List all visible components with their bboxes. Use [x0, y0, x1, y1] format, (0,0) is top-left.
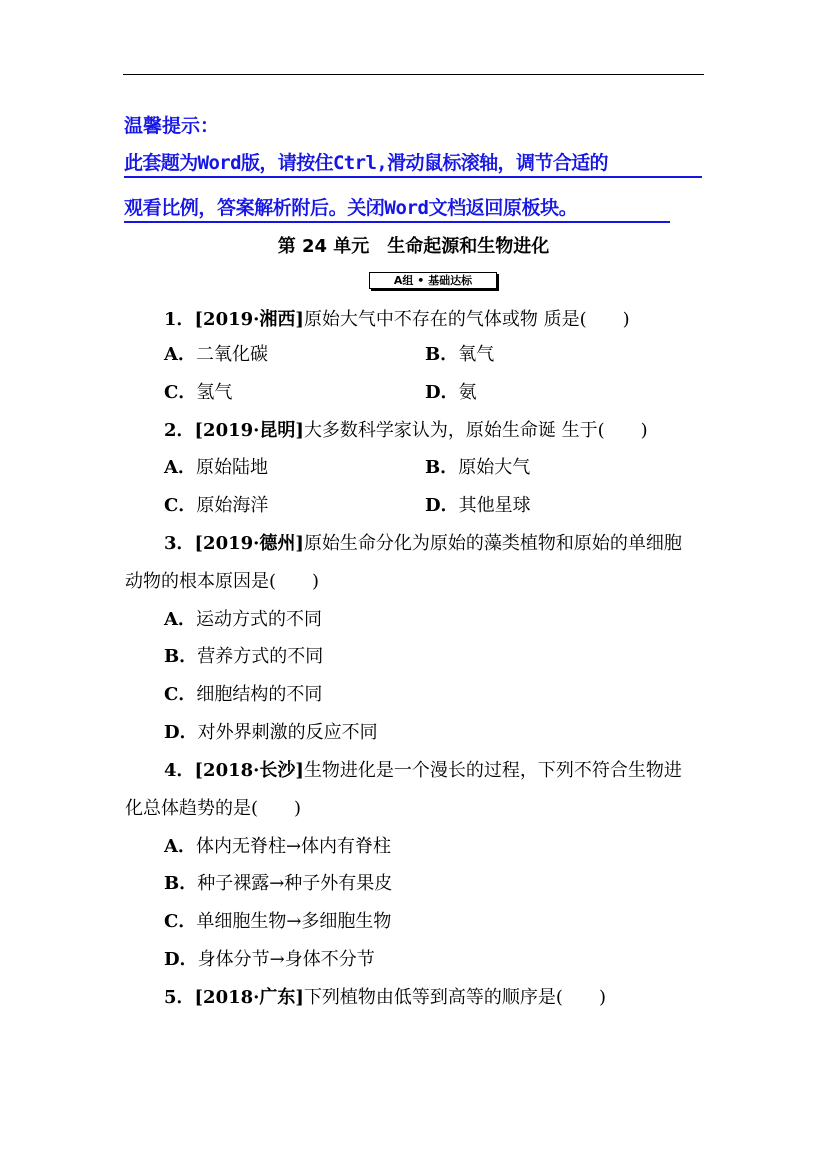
- option-4a: A．体内无脊柱→体内有脊柱: [164, 836, 392, 857]
- tip-line-2: 观看比例，答案解析附后。关闭Word文档返回原板块。: [124, 195, 670, 223]
- question-number: 4．: [164, 760, 195, 781]
- option-2b: B．原始大气: [425, 457, 531, 478]
- question-2: [164, 419, 648, 443]
- question-number: 3．: [164, 533, 195, 554]
- option-3a: A．运动方式的不同: [164, 609, 322, 630]
- question-5: [164, 986, 606, 1010]
- question-source: [2018·长沙]: [194, 760, 304, 781]
- option-1a: A．二氧化碳: [164, 344, 268, 365]
- option-4c: C．单细胞生物→多细胞生物: [164, 911, 392, 932]
- option-3b: B．营养方式的不同: [164, 646, 324, 667]
- option-2a: A．原始陆地: [164, 457, 268, 478]
- group-tag: A组 • 基础达标: [369, 272, 497, 289]
- question-text: 原始大气中不存在的气体或物 质是( ): [303, 309, 630, 330]
- question-4: [164, 759, 682, 783]
- unit-title: 第 24 单元 生命起源和生物进化: [277, 236, 550, 257]
- question-number: 5．: [164, 987, 195, 1008]
- option-1d: D．氨: [425, 382, 477, 403]
- question-text: 原始生命分化为原始的藻类植物和原始的单细胞: [303, 533, 682, 554]
- question-source: [2019·德州]: [194, 533, 304, 554]
- option-2c: C．原始海洋: [164, 495, 269, 516]
- option-2d: D．其他星球: [425, 495, 531, 516]
- header-rule: [123, 74, 704, 75]
- option-1b: B．氧气: [425, 344, 495, 365]
- question-number: 1．: [164, 309, 195, 330]
- question-1: [164, 308, 630, 332]
- option-3d: D．对外界刺激的反应不同: [164, 722, 378, 743]
- question-text: 大多数科学家认为，原始生命诞 生于( ): [303, 420, 648, 441]
- question-3-continued: 动物的根本原因是( ): [125, 571, 320, 592]
- tip-title: 温馨提示：: [124, 115, 220, 137]
- question-number: 2．: [164, 420, 195, 441]
- option-1c: C．氢气: [164, 382, 233, 403]
- option-4d: D．身体分节→身体不分节: [164, 949, 375, 970]
- question-text: 生物进化是一个漫长的过程，下列不符合生物进: [303, 760, 682, 781]
- option-3c: C．细胞结构的不同: [164, 684, 323, 705]
- question-3: [164, 532, 682, 556]
- question-text: 下列植物由低等到高等的顺序是( ): [303, 987, 606, 1008]
- question-source: [2019·昆明]: [194, 420, 304, 441]
- option-4b: B．种子裸露→种子外有果皮: [164, 873, 393, 894]
- tip-line-1: 此套题为Word版，请按住Ctrl,滑动鼠标滚轴，调节合适的: [124, 150, 702, 178]
- question-source: [2018·广东]: [194, 987, 304, 1008]
- question-source: [2019·湘西]: [194, 309, 304, 330]
- question-4-continued: 化总体趋势的是( ): [125, 798, 302, 819]
